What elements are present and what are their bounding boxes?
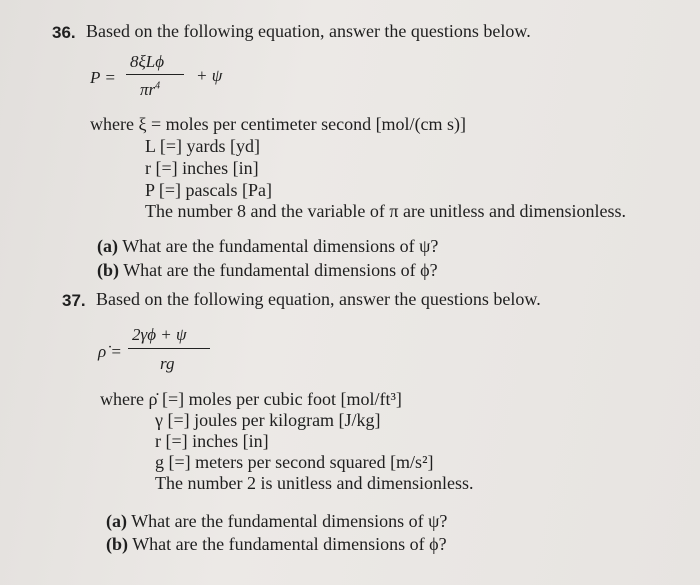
problem-36-denominator-exp: 4	[155, 80, 161, 92]
problem-36-def-1: L [=] yards [yd]	[145, 136, 260, 156]
problem-36-qb-text: What are the fundamental dimensions of ϕ?	[123, 260, 438, 280]
problem-36-qa-label: (a)	[97, 236, 118, 256]
problem-37-def-4: The number 2 is unitless and dimensionless.	[155, 473, 474, 493]
problem-37-question-a	[106, 511, 447, 532]
problem-36-def-3: P [=] pascals [Pa]	[145, 180, 272, 200]
problem-37-eq-lhs: ρ̇ =	[98, 342, 122, 361]
problem-36-def-2: r [=] inches [in]	[145, 158, 259, 178]
problem-36-question-a	[97, 236, 438, 257]
problem-37-where: where ρ̇ [=] moles per cubic foot [mol/ft³]	[100, 389, 402, 409]
problem-36-def-4: The number 8 and the variable of π are unitless and dimensionless.	[145, 201, 626, 221]
problem-37-fraction-bar	[128, 348, 210, 349]
problem-36-plus-term: + ψ	[196, 66, 223, 85]
problem-37-def-2: r [=] inches [in]	[155, 431, 269, 451]
problem-36-eq-lhs: P =	[90, 68, 116, 87]
problem-36-question-b	[97, 260, 438, 281]
problem-37-number: 37.	[62, 291, 86, 310]
problem-36-denominator-base: πr	[140, 80, 156, 99]
problem-36-fraction-bar	[126, 74, 184, 75]
problem-36-prompt: Based on the following equation, answer the questions below.	[86, 21, 531, 41]
problem-37-def-1: γ [=] joules per kilogram [J/kg]	[155, 410, 381, 430]
problem-37-numerator: 2γϕ + ψ	[132, 325, 187, 344]
problem-36-qb-label: (b)	[97, 260, 119, 280]
problem-36-numerator: 8ξLϕ	[130, 52, 165, 71]
problem-37-qa-text: What are the fundamental dimensions of ψ?	[131, 511, 448, 531]
problem-36-where: where ξ = moles per centimeter second [mol/(cm s)]	[90, 114, 467, 134]
problem-37-def-3: g [=] meters per second squared [m/s²]	[155, 452, 434, 472]
problem-37-denominator: rg	[160, 354, 175, 373]
problem-37-qb-label: (b)	[106, 534, 128, 554]
problem-36-qa-text: What are the fundamental dimensions of ψ?	[122, 236, 439, 256]
problem-36-number: 36.	[52, 23, 76, 42]
problem-37-qb-text: What are the fundamental dimensions of ϕ?	[132, 534, 447, 554]
problem-37-prompt: Based on the following equation, answer the questions below.	[96, 289, 541, 309]
problem-36-denominator	[140, 80, 160, 100]
problem-37-question-b	[106, 534, 447, 555]
problem-37-qa-label: (a)	[106, 511, 127, 531]
